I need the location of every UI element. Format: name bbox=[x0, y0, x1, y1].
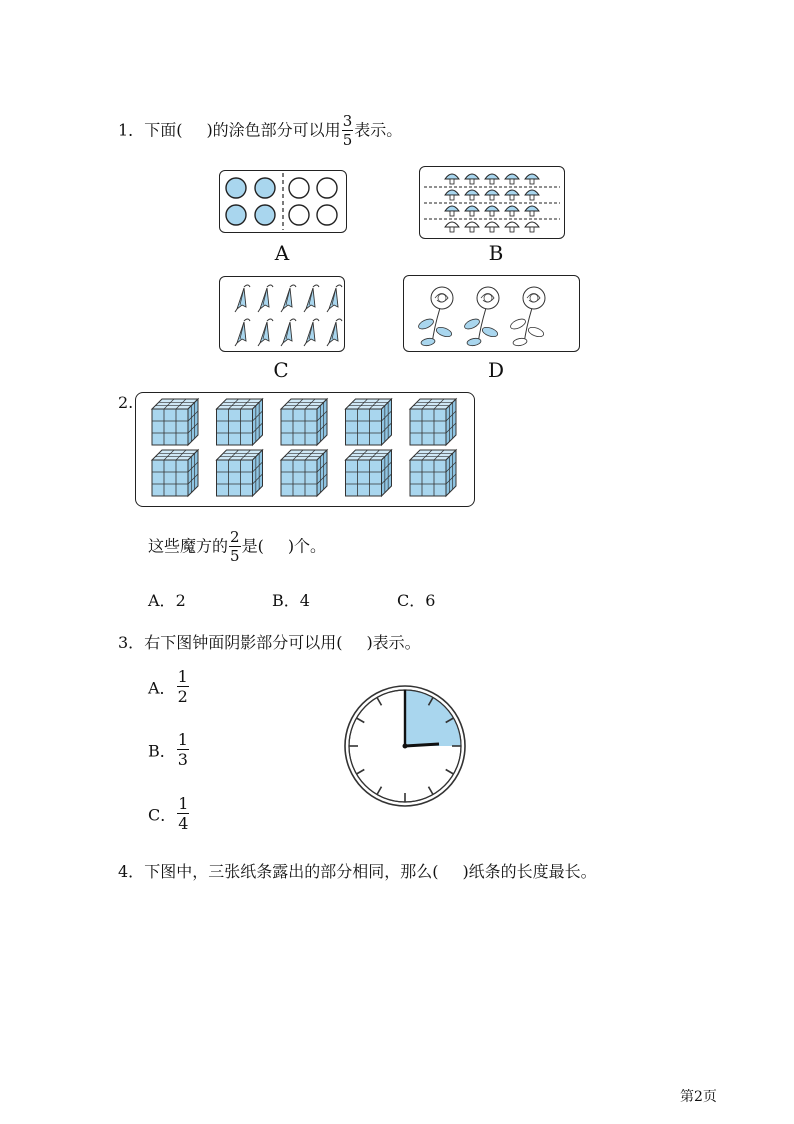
umbrella-icon bbox=[327, 285, 342, 312]
q3-option-a[interactable]: A． $\frac{1}{2}$ bbox=[148, 667, 188, 706]
mushroom-icon bbox=[525, 190, 539, 200]
option-d-roses[interactable] bbox=[403, 275, 580, 352]
question-4-text: 4．下图中，三张纸条露出的部分相同，那么( )纸条的长度最长。 bbox=[118, 862, 597, 881]
q2-option-c[interactable]: C．6 bbox=[397, 591, 436, 610]
rubiks-cube-icon bbox=[217, 399, 263, 445]
rose-icon bbox=[463, 287, 499, 347]
mushroom-icon bbox=[505, 174, 519, 184]
rose-figure bbox=[404, 276, 579, 351]
mushroom-icon bbox=[465, 174, 479, 184]
mushroom-icon bbox=[525, 174, 539, 184]
mushroom-icon bbox=[505, 222, 519, 232]
umbrella-icon bbox=[304, 285, 319, 312]
mushroom-icon bbox=[465, 206, 479, 216]
umbrella-icon bbox=[235, 285, 250, 312]
umbrella-icon bbox=[235, 319, 250, 346]
hour-hand bbox=[405, 744, 439, 746]
fraction-two-fifths: $\frac{2}{5}$ bbox=[230, 528, 240, 565]
question-3-text: 3．右下图钟面阴影部分可以用( )表示。 bbox=[118, 633, 421, 652]
mushroom-icon bbox=[485, 206, 499, 216]
rose-icon bbox=[509, 287, 545, 347]
umbrella-figure bbox=[220, 277, 344, 351]
option-c-umbrellas[interactable] bbox=[219, 276, 345, 352]
clock-face bbox=[343, 684, 467, 808]
rubiks-cube-icon bbox=[217, 450, 263, 496]
mushroom-icon bbox=[445, 190, 459, 200]
question-2-text: 这些魔方的 $\frac{2}{5}$ 是( )个。 bbox=[148, 528, 327, 565]
mushroom-icon bbox=[445, 222, 459, 232]
option-a-circles[interactable] bbox=[219, 170, 347, 233]
q3-option-b[interactable]: B． $\frac{1}{3}$ bbox=[148, 730, 188, 769]
umbrella-icon bbox=[281, 285, 296, 312]
rubiks-cube-icon bbox=[410, 450, 456, 496]
mushroom-figure bbox=[420, 167, 564, 238]
question-1-text: 1．下面( )的涂色部分可以用 $\frac{3}{5}$ 表示。 bbox=[118, 112, 403, 149]
umbrella-icon bbox=[327, 319, 342, 346]
rubiks-cube-icon bbox=[152, 399, 198, 445]
mushroom-icon bbox=[505, 206, 519, 216]
rubiks-cubes-box bbox=[135, 392, 475, 507]
umbrella-icon bbox=[304, 319, 319, 346]
umbrella-icon bbox=[281, 319, 296, 346]
mushroom-icon bbox=[465, 190, 479, 200]
option-b-mushrooms[interactable] bbox=[419, 166, 565, 239]
umbrella-icon bbox=[258, 285, 273, 312]
rubiks-cubes-figure bbox=[136, 393, 474, 506]
option-d-label: D bbox=[487, 358, 505, 382]
mushroom-icon bbox=[445, 174, 459, 184]
mushroom-icon bbox=[445, 206, 459, 216]
umbrella-icon bbox=[258, 319, 273, 346]
mushroom-icon bbox=[505, 190, 519, 200]
clock-icon bbox=[343, 684, 467, 808]
option-b-label: B bbox=[488, 241, 504, 265]
q2-option-a[interactable]: A．2 bbox=[148, 591, 186, 610]
option-c-label: C bbox=[273, 358, 289, 382]
rubiks-cube-icon bbox=[152, 450, 198, 496]
mushroom-icon bbox=[465, 222, 479, 232]
page-number: 第2页 bbox=[680, 1089, 717, 1105]
rubiks-cube-icon bbox=[346, 450, 392, 496]
rubiks-cube-icon bbox=[346, 399, 392, 445]
circles-figure bbox=[220, 171, 346, 232]
q2-option-b[interactable]: B．4 bbox=[272, 591, 310, 610]
rubiks-cube-icon bbox=[281, 399, 327, 445]
mushroom-icon bbox=[485, 222, 499, 232]
rubiks-cube-icon bbox=[281, 450, 327, 496]
rose-icon bbox=[417, 287, 453, 347]
option-a-label: A bbox=[274, 241, 290, 265]
question-2-number: 2. bbox=[118, 393, 134, 412]
mushroom-icon bbox=[485, 190, 499, 200]
q3-option-c[interactable]: C． $\frac{1}{4}$ bbox=[148, 794, 189, 833]
mushroom-icon bbox=[525, 206, 539, 216]
mushroom-icon bbox=[525, 222, 539, 232]
fraction-three-fifths: $\frac{3}{5}$ bbox=[342, 112, 353, 149]
rubiks-cube-icon bbox=[410, 399, 456, 445]
mushroom-icon bbox=[485, 174, 499, 184]
